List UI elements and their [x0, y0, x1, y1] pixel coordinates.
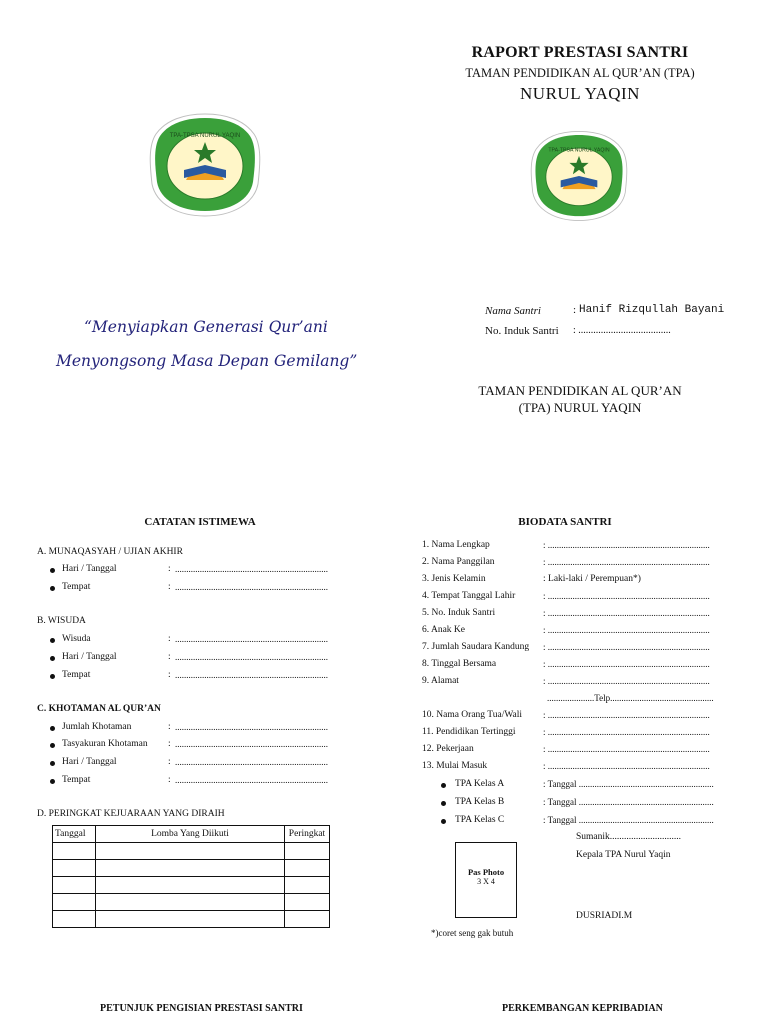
signer-name: DUSRIADI.M: [576, 911, 633, 921]
biodata-value-2: : ........................................................................: [543, 557, 710, 567]
table-row: [53, 877, 330, 894]
biodata-label-10: 10. Nama Orang Tua/Wali: [422, 710, 523, 720]
biodata-value-6: : ........................................................................: [543, 625, 710, 635]
section-b-heading: B. WISUDA: [37, 616, 86, 626]
section-c-item-2: Tasyakuran Khotaman: [62, 739, 148, 749]
institution-line-1: TAMAN PENDIDIKAN AL QUR’AN: [478, 383, 682, 398]
section-a-item-1: Hari / Tanggal: [62, 564, 117, 574]
table-cell[interactable]: [53, 911, 96, 928]
table-header-row: [53, 826, 330, 843]
logo-ring-text: TPA-TPSA NURUL YAQIN: [548, 147, 610, 154]
tpa-logo-left: [146, 110, 264, 220]
biodata-value-7: : ........................................................................: [543, 642, 710, 652]
class-b-value: : Tanggal ............................................................: [543, 797, 714, 807]
section-c-item-3: Hari / Tanggal: [62, 757, 117, 767]
biodata-value-10: : ........................................................................: [543, 710, 710, 720]
table-cell[interactable]: [285, 860, 330, 877]
col-header-tanggal: Tanggal: [53, 826, 96, 843]
colon: :: [168, 739, 171, 749]
student-name-colon: :: [573, 304, 577, 316]
col-header-lomba: Lomba Yang Diikuti: [96, 826, 285, 843]
student-name-value: Hanif Rizqullah Bayani: [579, 304, 725, 316]
biodata-value-12: : ........................................................................: [543, 744, 710, 754]
fill-line: ....................................................................: [175, 582, 328, 592]
bullet: [50, 743, 55, 748]
bullet: [441, 783, 446, 788]
colon: :: [168, 564, 171, 574]
telp-line: .....................Telp..............................................: [547, 693, 714, 703]
bullet: [50, 568, 55, 573]
report-title: RAPORT PRESTASI SANTRI: [471, 44, 689, 61]
tpa-logo-right: [526, 128, 632, 224]
colon: :: [168, 757, 171, 767]
student-name-label: Nama Santri: [485, 305, 541, 317]
colon: :: [168, 722, 171, 732]
bullet: [50, 761, 55, 766]
biodata-label-7: 7. Jumlah Saudara Kandung: [422, 642, 530, 652]
table-cell[interactable]: [53, 860, 96, 877]
biodata-title: BIODATA SANTRI: [518, 516, 612, 528]
biodata-label-13: 13. Mulai Masuk: [422, 761, 488, 771]
bullet: [50, 779, 55, 784]
biodata-label-11: 11. Pendidikan Tertinggi: [422, 727, 516, 737]
institution-line-2: (TPA) NURUL YAQIN: [518, 400, 642, 415]
class-c-label: TPA Kelas C: [455, 815, 505, 825]
fill-line: ....................................................................: [175, 757, 328, 767]
class-c-value: : Tanggal ............................................................: [543, 815, 714, 825]
signature-place: Sumanik..............................: [576, 832, 682, 842]
bullet: [441, 819, 446, 824]
motto-line-2: Menyongsong Masa Depan Gemilang”: [56, 352, 358, 370]
bullet: [50, 726, 55, 731]
signer-title: Kepala TPA Nurul Yaqin: [576, 850, 671, 860]
table-cell[interactable]: [285, 894, 330, 911]
biodata-value-4: : ........................................................................: [543, 591, 710, 601]
school-name: NURUL YAQIN: [520, 84, 640, 103]
fill-line: ....................................................................: [175, 652, 328, 662]
table-cell[interactable]: [96, 894, 285, 911]
bullet: [50, 656, 55, 661]
catatan-istimewa-title: CATATAN ISTIMEWA: [144, 516, 256, 528]
table-row: [53, 911, 330, 928]
photo-label: Pas Photo: [467, 867, 505, 877]
bullet: [441, 801, 446, 806]
table-cell[interactable]: [96, 911, 285, 928]
biodata-value-11: : ........................................................................: [543, 727, 710, 737]
section-c-item-4: Tempat: [62, 775, 91, 785]
table-cell[interactable]: [96, 877, 285, 894]
table-cell[interactable]: [285, 911, 330, 928]
fill-line: ....................................................................: [175, 722, 328, 732]
table-cell[interactable]: [53, 877, 96, 894]
table-cell[interactable]: [53, 843, 96, 860]
section-d-heading: D. PERINGKAT KEJUARAAN YANG DIRAIH: [37, 809, 225, 819]
section-b-item-2: Hari / Tanggal: [62, 652, 117, 662]
class-a-value: : Tanggal ............................................................: [543, 779, 714, 789]
table-row: [53, 894, 330, 911]
footnote: *)coret seng gak butuh: [431, 928, 514, 938]
biodata-value-8: : ........................................................................: [543, 659, 710, 669]
logo-ring-text: TPA-TPSA NURUL YAQIN: [169, 133, 241, 139]
motto-line-1: “Menyiapkan Generasi Qur’ani: [84, 318, 328, 336]
biodata-label-6: 6. Anak Ke: [422, 625, 466, 635]
biodata-label-3: 3. Jenis Kelamin: [422, 574, 486, 584]
section-b-item-1: Wisuda: [62, 634, 91, 644]
biodata-value-1: : ........................................................................: [543, 540, 710, 550]
fill-line: ....................................................................: [175, 670, 328, 680]
table-cell[interactable]: [96, 843, 285, 860]
section-c-item-1: Jumlah Khotaman: [62, 722, 132, 732]
biodata-label-2: 2. Nama Panggilan: [422, 557, 495, 567]
table-cell[interactable]: [53, 894, 96, 911]
colon: :: [168, 670, 171, 680]
class-a-label: TPA Kelas A: [455, 779, 505, 789]
colon: :: [168, 775, 171, 785]
fill-line: ....................................................................: [175, 739, 328, 749]
report-subtitle: TAMAN PENDIDIKAN AL QUR’AN (TPA): [465, 66, 695, 80]
footer-left-title: PETUNJUK PENGISIAN PRESTASI SANTRI: [100, 1003, 303, 1014]
section-b-item-3: Tempat: [62, 670, 91, 680]
colon: :: [168, 582, 171, 592]
table-cell[interactable]: [96, 860, 285, 877]
biodata-value-5: : ........................................................................: [543, 608, 710, 618]
biodata-label-8: 8. Tinggal Bersama: [422, 659, 497, 669]
biodata-value-13: : ........................................................................: [543, 761, 710, 771]
biodata-label-5: 5. No. Induk Santri: [422, 608, 496, 618]
biodata-label-4: 4. Tempat Tanggal Lahir: [422, 591, 516, 601]
colon: :: [168, 634, 171, 644]
photo-placeholder: [455, 842, 517, 918]
footer-right-title: PERKEMBANGAN KEPRIBADIAN: [502, 1003, 663, 1014]
section-a-item-2: Tempat: [62, 582, 91, 592]
table-cell[interactable]: [285, 843, 330, 860]
table-cell[interactable]: [285, 877, 330, 894]
biodata-value-3: : Laki-laki / Perempuan*): [543, 574, 641, 584]
photo-size: 3 X 4: [477, 877, 495, 886]
colon: :: [168, 652, 171, 662]
bullet: [50, 674, 55, 679]
bullet: [50, 638, 55, 643]
biodata-label-12: 12. Pekerjaan: [422, 744, 474, 754]
class-b-label: TPA Kelas B: [455, 797, 505, 807]
section-a-heading: A. MUNAQASYAH / UJIAN AKHIR: [37, 547, 183, 557]
table-row: [53, 843, 330, 860]
fill-line: ....................................................................: [175, 775, 328, 785]
student-id-label: No. Induk Santri: [485, 325, 559, 337]
table-row: [53, 860, 330, 877]
biodata-label-9: 9. Alamat: [422, 676, 459, 686]
student-id-value: : .....................................: [573, 325, 671, 336]
fill-line: ....................................................................: [175, 634, 328, 644]
fill-line: ....................................................................: [175, 564, 328, 574]
ranking-table: [52, 825, 330, 928]
col-header-peringkat: Peringkat: [285, 826, 330, 843]
section-c-heading: C. KHOTAMAN AL QUR’AN: [37, 704, 161, 714]
biodata-value-9: : ........................................................................: [543, 676, 710, 686]
biodata-label-1: 1. Nama Lengkap: [422, 540, 490, 550]
bullet: [50, 586, 55, 591]
